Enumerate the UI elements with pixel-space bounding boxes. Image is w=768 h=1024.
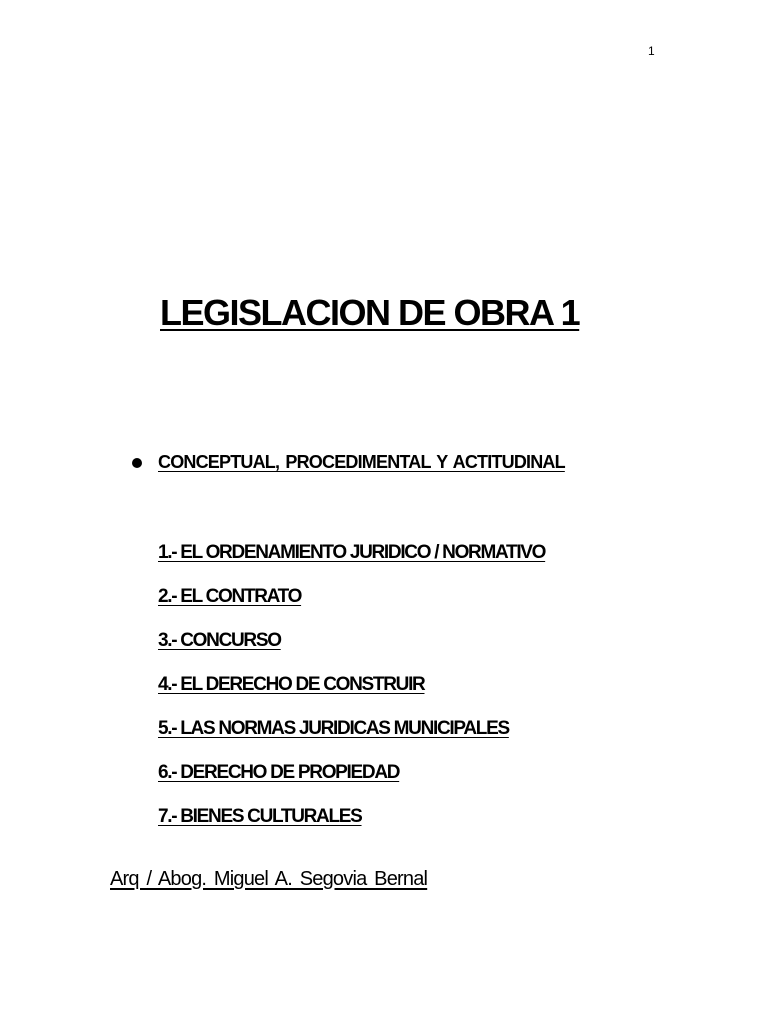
bullet-item [132,452,565,473]
topic-list [158,540,545,848]
topic-item: 5.- LAS NORMAS JURIDICAS MUNICIPALES [158,718,509,739]
page-number: 1 [648,44,655,58]
topic-item: 4.- EL DERECHO DE CONSTRUIR [158,674,425,695]
topic-item: 7.- BIENES CULTURALES [158,806,362,827]
topic-item: 2.- EL CONTRATO [158,586,302,607]
bullet-text: CONCEPTUAL, PROCEDIMENTAL Y ACTITUDINAL [158,452,565,472]
bullet-dot-icon [132,458,142,468]
topic-item: 3.- CONCURSO [158,630,281,651]
topic-item: 1.- EL ORDENAMIENTO JURIDICO / NORMATIVO [158,542,546,563]
document-title: LEGISLACION DE OBRA 1 [160,292,580,333]
author-line: Arq / Abog. Miguel A. Segovia Bernal [110,868,428,890]
topic-item: 6.- DERECHO DE PROPIEDAD [158,762,400,783]
